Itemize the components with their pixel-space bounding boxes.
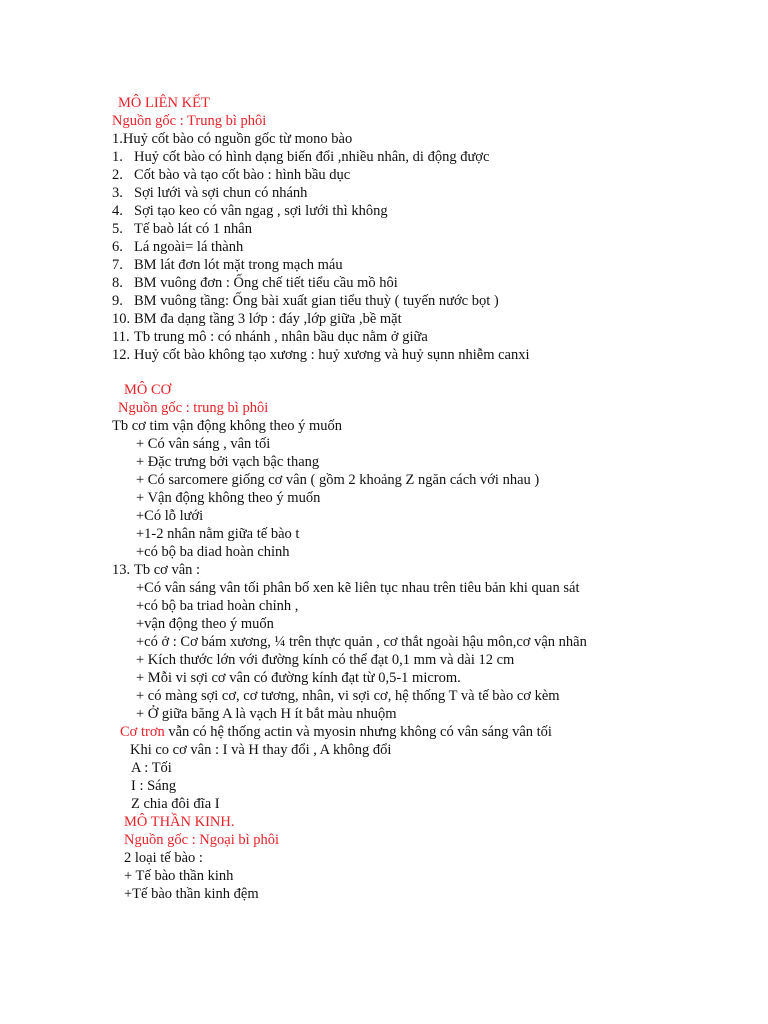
list-item: + Tế bào thần kinh: [124, 868, 234, 884]
band-a: A : Tối: [131, 760, 172, 776]
list-item: 2. Cốt bào và tạo cốt bào : hình bầu dục: [112, 167, 351, 183]
list-item: 1. Huỷ cốt bào có hình dạng biến đổi ,nhiều nhân, di động được: [112, 149, 490, 165]
list-item: + Có sarcomere giống cơ vân ( gồm 2 khoảng Z ngăn cách với nhau ): [136, 472, 540, 488]
list-item: 11. Tb trung mô : có nhánh , nhân bầu dục nằm ở giữa: [112, 329, 428, 345]
list-item: + Ở giữa băng A là vạch H ít bắt màu nhuộm: [136, 706, 397, 722]
list-item: +Có lỗ lưới: [136, 508, 204, 524]
list-item: +có ở : Cơ bám xương, ¼ trên thực quản , cơ thắt ngoài hậu môn,cơ vận nhãn: [136, 634, 587, 650]
cell-types-heading: 2 loại tế bào :: [124, 850, 203, 866]
contraction-note: Khi co cơ vân : I và H thay đổi , A không đổi: [130, 742, 392, 758]
list-item: 7. BM lát đơn lót mặt trong mạch máu: [112, 257, 343, 273]
list-item: 12. Huỷ cốt bào không tạo xương : huỷ xương và huỷ sụnn nhiễm canxi: [112, 347, 530, 363]
list-item: + Mỗi vi sợi cơ vân có đường kính đạt từ 0,5-1 microm.: [136, 670, 461, 686]
smooth-muscle-note: Cơ trơn vẫn có hệ thống actin và myosin nhưng không có vân sáng vân tối: [120, 724, 552, 740]
list-item: 9. BM vuông tầng: Ống bài xuất gian tiểu thuỳ ( tuyến nước bọt ): [112, 293, 499, 309]
co-origin: Nguồn gốc : trung bì phôi: [118, 400, 269, 416]
co-title: MÔ CƠ: [124, 382, 172, 398]
list-item: +có bộ ba triad hoàn chỉnh ,: [136, 598, 299, 614]
list-item: +vận động theo ý muốn: [136, 616, 274, 632]
than-kinh-title: MÔ THẦN KINH.: [124, 814, 235, 830]
list-item: 4. Sợi tạo keo có vân ngag , sợi lưới thì không: [112, 203, 388, 219]
list-item: 8. BM vuông đơn : Ống chế tiết tiểu cầu mồ hôi: [112, 275, 398, 291]
striated-heading: 13. Tb cơ vân :: [112, 562, 201, 578]
list-item: + có màng sợi cơ, cơ tương, nhân, vi sợi cơ, hệ thống T và tế bào cơ kèm: [136, 688, 560, 704]
list-item: +có bộ ba diad hoàn chỉnh: [136, 544, 290, 560]
list-item: 6. Lá ngoài= lá thành: [112, 239, 244, 255]
lien-ket-origin: Nguồn gốc : Trung bì phôi: [112, 113, 267, 129]
band-z: Z chia đôi đĩa I: [131, 796, 220, 812]
lien-ket-intro: 1.Huỷ cốt bào có nguồn gốc từ mono bào: [112, 131, 353, 147]
lien-ket-title: MÔ LIÊN KẾT: [118, 95, 210, 111]
list-item: +Có vân sáng vân tối phân bố xen kẽ liên tục nhau trên tiêu bản khi quan sát: [136, 580, 580, 596]
band-i: I : Sáng: [131, 778, 177, 794]
list-item: +Tế bào thần kinh đệm: [124, 886, 259, 902]
smooth-muscle-label: Cơ trơn: [120, 724, 165, 740]
list-item: + Có vân sáng , vân tối: [136, 436, 271, 452]
list-item: 5. Tế baò lát có 1 nhân: [112, 221, 252, 237]
list-item: + Vận động không theo ý muốn: [136, 490, 321, 506]
than-kinh-origin: Nguồn gốc : Ngoại bì phôi: [124, 832, 280, 848]
list-item: 10. BM đa dạng tầng 3 lớp : đáy ,lớp giữa ,bề mặt: [112, 311, 402, 327]
list-item: + Đặc trưng bởi vạch bậc thang: [136, 454, 320, 470]
list-item: +1-2 nhân nằm giữa tế bào t: [136, 526, 300, 542]
list-item: 3. Sợi lưới và sợi chun có nhánh: [112, 185, 308, 201]
cardiac-heading: Tb cơ tim vận động không theo ý muốn: [112, 418, 342, 434]
list-item: + Kích thước lớn với đường kính có thể đạt 0,1 mm và dài 12 cm: [136, 652, 515, 668]
